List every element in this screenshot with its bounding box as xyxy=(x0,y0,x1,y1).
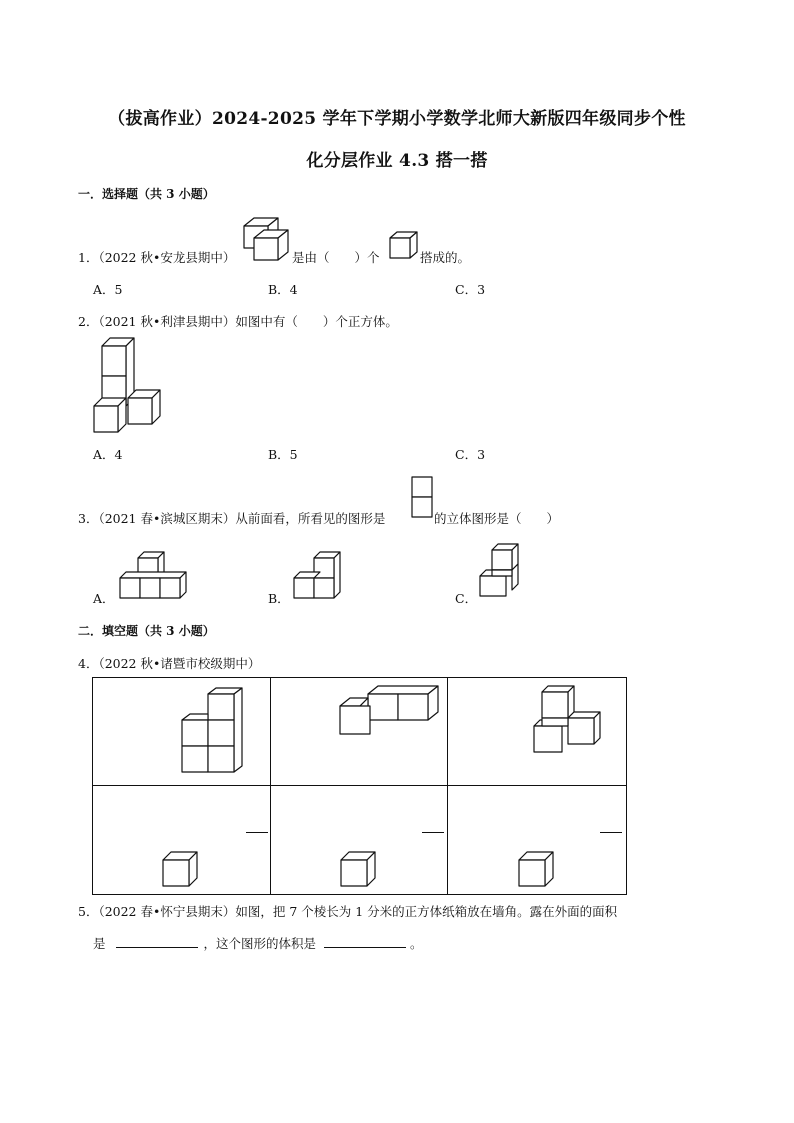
section-heading-fill: 二．填空题（共 3 小题） xyxy=(78,624,215,638)
question-4-text: 4．（2022 秋•诸暨市校级期中） xyxy=(78,656,261,671)
q4-answer-blank-1[interactable] xyxy=(246,832,268,833)
q3-option-b[interactable]: B． xyxy=(268,591,290,606)
q3-option-c-figure xyxy=(478,542,522,600)
q2-option-b[interactable]: B．5 xyxy=(268,447,298,462)
q3-front-view-figure xyxy=(410,475,434,521)
q5-answer-blank-volume[interactable] xyxy=(324,935,406,948)
q4-unit-cube-2 xyxy=(339,850,379,888)
q1-unit-cube-icon xyxy=(388,230,420,260)
q1-option-b[interactable]: B．4 xyxy=(268,282,298,297)
q2-cube-figure xyxy=(92,336,166,436)
question-5-line2 xyxy=(93,934,423,952)
q4-unit-cube-3 xyxy=(517,850,557,888)
question-1-suffix: 搭成的。 xyxy=(420,250,471,265)
q4-figure-3 xyxy=(532,684,604,756)
section-heading-choice: 一．选择题（共 3 小题） xyxy=(78,187,215,201)
q3-option-b-figure xyxy=(292,550,344,600)
question-3-suffix: 的立体图形是（ ） xyxy=(434,511,560,526)
q2-option-a[interactable]: A．4 xyxy=(93,447,123,462)
q5-text-b: ，这个图形的体积是 xyxy=(203,936,317,951)
q3-option-c[interactable]: C． xyxy=(455,591,478,606)
q5-text-c: 。 xyxy=(410,936,423,951)
q3-option-a-figure xyxy=(118,550,190,600)
q1-option-a[interactable]: A．5 xyxy=(93,282,123,297)
q5-text-a: 是 xyxy=(93,936,106,951)
q4-answer-blank-2[interactable] xyxy=(422,832,444,833)
q1-option-c[interactable]: C．3 xyxy=(455,282,486,297)
q4-unit-cube-1 xyxy=(161,850,201,888)
question-3-prefix: 3．（2021 春•滨城区期末）从前面看，所看见的图形是 xyxy=(78,511,386,526)
q1-stack-figure xyxy=(240,216,292,262)
q4-figure-1 xyxy=(180,686,246,776)
question-1-mid: 是由（ ）个 xyxy=(292,250,380,265)
question-2-text: 2．（2021 秋•利津县期中）如图中有（ ）个正方体。 xyxy=(78,314,398,329)
q4-figure-2 xyxy=(338,684,442,738)
question-1-prefix: 1．（2022 秋•安龙县期中） xyxy=(78,250,236,265)
page-title: （拔高作业）2024-2025 学年下学期小学数学北师大新版四年级同步个性 xyxy=(108,109,686,129)
q3-option-a[interactable]: A． xyxy=(93,591,115,606)
q5-answer-blank-area[interactable] xyxy=(116,935,198,948)
q4-answer-blank-3[interactable] xyxy=(600,832,622,833)
q2-option-c[interactable]: C．3 xyxy=(455,447,486,462)
page-title-line2: 化分层作业 4.3 搭一搭 xyxy=(306,151,488,171)
question-5-line1: 5．（2022 春•怀宁县期末）如图，把 7 个棱长为 1 分米的正方体纸箱放在墙角。露在外面的面积 xyxy=(78,904,618,919)
